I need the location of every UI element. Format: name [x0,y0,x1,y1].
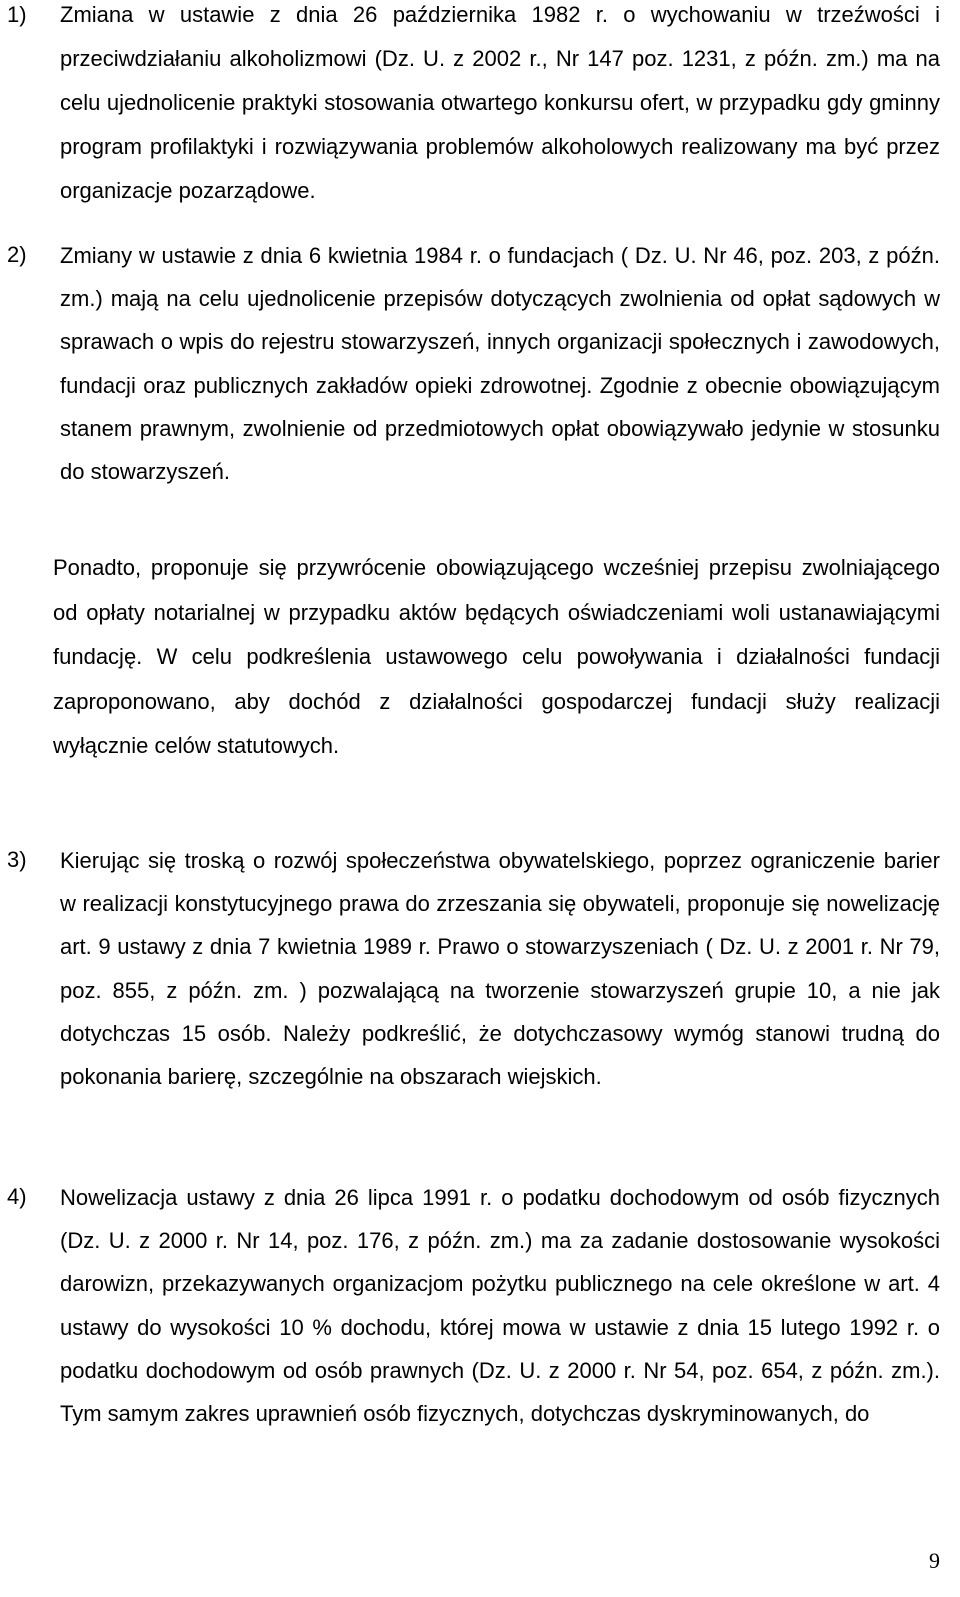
paragraph-text: Ponadto, proponuje się przywrócenie obowiązującego wcześniej przepisu zwolniającego od opłaty notarialnej w przypadku aktów będących oświadczeniami woli ustanawiającymi fundację. W celu podkreślenia ustawowego celu powoływania i działalności fundacji zaproponowano, aby dochód z działalności gospodarczej fundacji służy realizacji wyłącznie celów statutowych. [53,555,940,759]
list-item-text: Zmiana w ustawie z dnia 26 października 1982 r. o wychowaniu w trzeźwości i przeciwdziałaniu alkoholizmowi (Dz. U. z 2002 r., Nr 147 poz. 1231, z późn. zm.) ma na celu ujednolicenie praktyki stosowania otwartego konkursu ofert, w przypadku gdy gminny program profilaktyki i rozwiązywania problemów alkoholowych realizowany ma być przez organizacje pozarządowe. [60,2,940,203]
list-item-text: Nowelizacja ustawy z dnia 26 lipca 1991 r. o podatku dochodowym od osób fizycznych (Dz. U. z 2000 r. Nr 14, poz. 176, z późn. zm.) ma za zadanie dostosowanie wysokości darowizn, przekazywanych organizacjom pożytku publicznego na cele określone w art. 4 ustawy do wysokości 10 % dochodu, której mowa w ustawie z dnia 15 lutego 1992 r. o podatku dochodowym od osób prawnych (Dz. U. z 2000 r. Nr 54, poz. 654, z późn. zm.). Tym samym zakres uprawnień osób fizycznych, dotychczas dyskryminowanych, do [60,1185,940,1427]
list-item-number: 4) [7,1184,27,1209]
list-item-number: 2) [7,242,27,267]
list-item-number: 1) [7,2,27,27]
page-number: 9 [929,1548,940,1573]
list-item-text: Zmiany w ustawie z dnia 6 kwietnia 1984 r. o fundacjach ( Dz. U. Nr 46, poz. 203, z późn. zm.) mają na celu ujednolicenie przepisów dotyczących zwolnienia od opłat sądowych w sprawach o wpis do rejestru stowarzyszeń, innych organizacji społecznych i zawodowych, fundacji oraz publicznych zakładów opieki zdrowotnej. Zgodnie z obecnie obowiązującym stanem prawnym, zwolnienie od przedmiotowych opłat obowiązywało jedynie w stosunku do stowarzyszeń. [60,243,940,485]
list-item-text: Kierując się troską o rozwój społeczeństwa obywatelskiego, poprzez ograniczenie barier w realizacji konstytucyjnego prawa do zrzeszania się obywateli, proponuje się nowelizację art. 9 ustawy z dnia 7 kwietnia 1989 r. Prawo o stowarzyszeniach ( Dz. U. z 2001 r. Nr 79, poz. 855, z późn. zm. ) pozwalającą na tworzenie stowarzyszeń grupie 10, a nie jak dotychczas 15 osób. Należy podkreślić, że dotychczasowy wymóg stanowi trudną do pokonania barierę, szczególnie na obszarach wiejskich. [60,848,940,1090]
list-item-number: 3) [7,847,27,872]
